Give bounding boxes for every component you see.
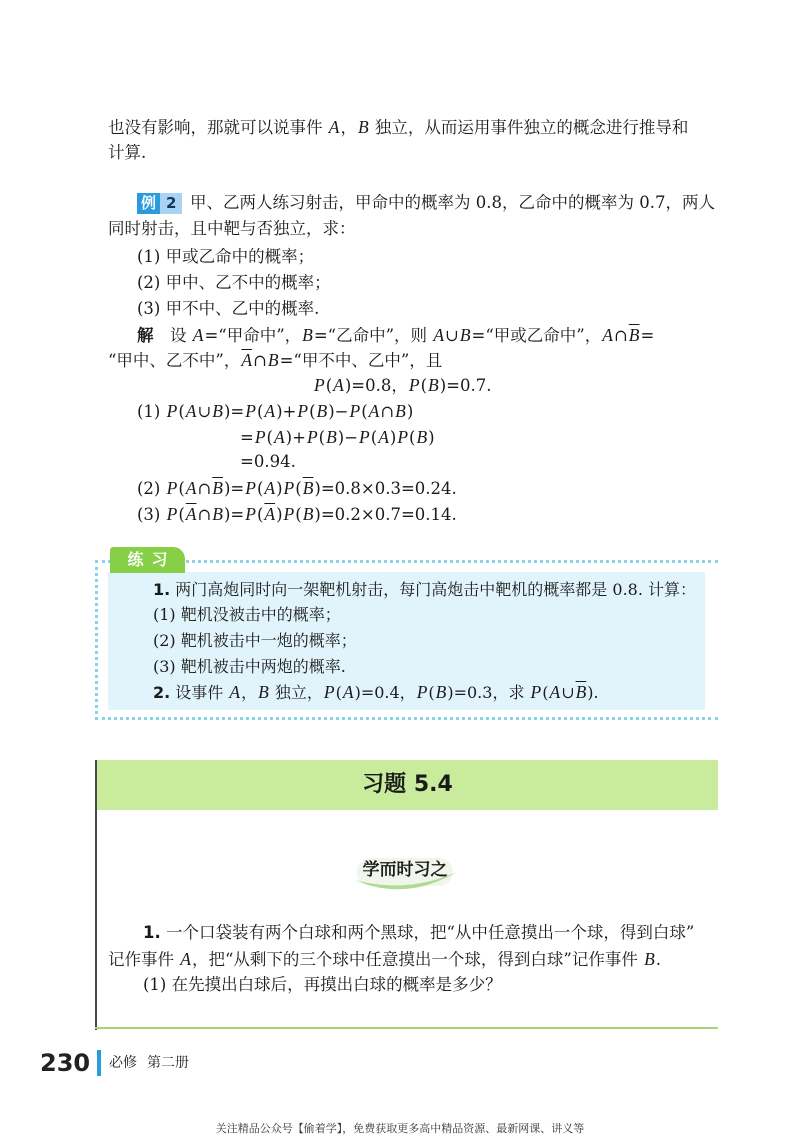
math-variable: P [397,427,409,447]
practice-line [153,580,696,600]
math-variable: B [258,682,269,702]
text-run: = [240,428,254,447]
text-run: )=0.3，求 [447,683,530,702]
math-variable: A [229,682,241,702]
text-run: )=0.4， [354,683,416,702]
page-number-divider [97,1050,101,1076]
text-run: 甲、乙两人练习射击，甲命中的概率为 0.8，乙命中的概率为 0.7，两人 [190,193,715,212]
math-variable: P [359,427,370,447]
math-variable: P [166,478,178,498]
text-run: )− [328,402,349,421]
math-variable: A [264,401,276,421]
text-run: )+ [276,402,297,421]
math-variable: A [185,478,197,498]
math-variable: P [306,427,318,447]
example-question [137,273,331,293]
bold-label: 解 [137,326,154,345]
math-variable: B [267,350,279,370]
text-run: 独立，从而运用事件独立的概念进行推导和 [369,118,689,137]
text-run: )=0.2×0.7=0.14. [314,505,457,524]
math-variable: B [435,682,447,702]
math-variable: A [185,401,197,421]
math-variable: P [245,401,256,421]
text-run: . [655,950,662,969]
practice-line [153,657,346,677]
math-variable: P [323,682,335,702]
math-variable: B [302,325,313,345]
text-run: “甲中、乙不中”， [108,351,241,370]
example-badge-number: 2 [166,194,177,212]
example-question [137,247,314,267]
text-run: (3) 靶机被击中两炮的概率. [153,657,346,676]
text-run: 同时射击，且中靶与否独立，求： [108,219,356,238]
math-variable: A [192,325,204,345]
text-run: (1) [137,402,166,421]
math-variable: A [433,325,445,345]
math-variable: A [549,682,561,702]
exercise-line [143,923,694,943]
math-variable: A [602,325,613,345]
text-run: ( [420,376,427,395]
practice-tab: 练习 [110,547,185,573]
text-run: 独立， [269,683,323,702]
text-run: 设 [153,326,192,345]
text-run: )+ [285,428,306,447]
math-variable-overline: $\overline{B}$ [628,325,640,345]
text-run: ). [587,683,599,702]
text-run: (1) 在先摸出白球后，再摸出白球的概率是多少？ [143,975,502,994]
text-run: ∩ [380,402,395,421]
math-variable: A [328,117,340,137]
text-run: =“甲不中、乙中”，且 [279,351,443,370]
text-run: ( [409,428,416,447]
example-line [190,193,715,213]
example-line [108,219,356,239]
bold-label: 1. [143,923,161,942]
exercise-bottom-rule [95,1027,718,1029]
math-variable: B [357,117,369,137]
math-variable: P [349,401,361,421]
text-run: (1) 靶机没被击中的概率； [153,605,341,624]
text-run: ( [295,505,302,524]
text-run: )= [224,505,245,524]
text-run: 也没有影响，那就可以说事件 [108,118,328,137]
math-variable-overline: $\overline{B}$ [212,478,223,498]
math-variable: B [395,401,406,421]
math-variable: B [428,375,439,395]
text-run: (3) [137,505,166,524]
math-variable: P [254,427,266,447]
math-variable-overline: $\overline{B}$ [575,682,587,702]
math-variable: A [378,427,389,447]
math-variable: P [314,375,325,395]
text-run: =0.94. [240,452,296,471]
text-run: 一个口袋装有两个白球和两个黑球，把“从中任意摸出一个球，得到白球” [160,923,695,942]
text-run: )− [337,428,359,447]
example-badge [137,193,182,214]
text-run: ∩ [253,351,267,370]
text-run: (3) 甲不中、乙中的概率. [137,299,320,318]
math-variable: B [416,427,428,447]
solution-formula [313,375,491,396]
text-run: (2) 靶机被击中一炮的概率； [153,631,357,650]
text-run: ( [325,376,333,395]
math-variable: A [333,375,344,395]
text-run: =“甲或乙命中”， [471,326,602,345]
exercise-line [108,949,661,970]
math-variable: A [273,427,285,447]
page-number: 230 [40,1049,91,1077]
exercise-subtitle: 学而时习之 [362,860,448,880]
math-variable: P [416,682,428,702]
text-run: =“甲命中”， [204,326,302,345]
math-variable: P [245,478,256,498]
text-run: ) [276,505,283,524]
text-run: (1) 甲或乙命中的概率； [137,247,315,266]
math-variable: P [166,504,178,524]
text-run: ( [335,683,342,702]
math-variable: B [302,504,314,524]
math-variable: P [297,401,309,421]
practice-line [153,605,341,625]
text-run: =“乙命中”，则 [313,326,433,345]
text-run: ∩ [197,505,212,524]
text-run: ∩ [613,326,628,345]
example-question [137,299,319,319]
text-run: ( [256,402,264,421]
solution-formula [240,452,296,472]
solution-formula [240,427,435,448]
text-run: 记作事件 [108,950,180,969]
math-variable: B [644,949,655,969]
text-run: ( [178,479,185,498]
text-run: ( [266,428,273,447]
text-run: ( [370,428,378,447]
math-variable: A [180,949,191,969]
bold-label: 1. [153,580,171,599]
watermark-text: 关注精品公众号【偷着学】，免费获取更多高中精品资源、最新网课、讲义等 [215,1122,585,1135]
practice-line [153,682,599,703]
book-label [109,1054,189,1072]
text-run: )= [224,402,245,421]
text-run: ( [361,402,368,421]
math-variable: P [283,504,295,524]
text-run: )=0.8×0.3=0.24. [314,479,457,498]
math-variable-overline: $\overline{A}$ [185,504,197,524]
text-run: ( [295,479,302,498]
text-run: ( [428,683,435,702]
text-run: ( [178,505,185,524]
example-badge-label: 例 [137,193,160,214]
math-variable: A [264,478,276,498]
intro-line [108,143,146,163]
text-run: ， [340,118,357,137]
bold-label: 2. [153,683,171,702]
exercise-line [143,975,502,995]
text-run: 两门高炮同时向一架靶机射击，每门高炮击中靶机的概率都是 0.8. 计算： [170,580,697,599]
math-variable: P [408,375,420,395]
text-run: ( [318,428,326,447]
exercise-banner [97,760,718,810]
text-run: (2) 甲中、乙不中的概率； [137,273,331,292]
text-run: )=0.7. [439,376,492,395]
math-variable-overline: $\overline{A}$ [241,350,253,370]
math-variable: A [368,401,380,421]
text-run: ( [178,402,185,421]
text-run: ) [428,428,435,447]
math-variable: P [283,478,295,498]
intro-line [108,117,688,138]
text-run: ) [389,428,397,447]
math-variable: P [530,682,542,702]
math-variable: P [245,504,256,524]
text-run: ∪ [445,326,459,345]
math-variable: A [342,682,354,702]
text-run: ，把“从剩下的三个球中任意摸出一个球，得到白球”记作事件 [191,950,644,969]
solution-line [108,350,442,371]
math-variable: B [326,427,337,447]
text-run: ( [309,402,316,421]
math-variable: B [459,325,471,345]
text-run: 设事件 [170,683,229,702]
math-variable: B [316,401,328,421]
text-run: ( [256,505,264,524]
math-variable: B [212,401,223,421]
solution-line [137,325,654,346]
solution-formula [137,504,457,525]
exercise-title: 习题 5.4 [362,772,453,797]
math-variable: P [166,401,178,421]
solution-formula [137,401,413,422]
solution-formula [137,478,457,499]
text-run: ∩ [197,479,212,498]
text-run: )=0.8， [344,376,408,395]
math-variable: B [212,504,223,524]
book-name: 必修 [109,1055,137,1071]
text-run: ( [542,683,549,702]
text-run: ∪ [561,683,575,702]
math-variable-overline: $\overline{A}$ [264,504,276,524]
text-run: = [640,326,655,345]
text-run: (2) [137,479,166,498]
practice-line [153,631,357,651]
text-run: )= [224,479,245,498]
text-run: ( [256,479,264,498]
book-volume: 第二册 [147,1055,189,1071]
text-run: 计算. [108,143,147,162]
text-run: ， [241,683,258,702]
text-run: ∪ [197,402,212,421]
math-variable-overline: $\overline{B}$ [302,478,314,498]
text-run: ) [276,479,283,498]
text-run: ) [406,402,414,421]
